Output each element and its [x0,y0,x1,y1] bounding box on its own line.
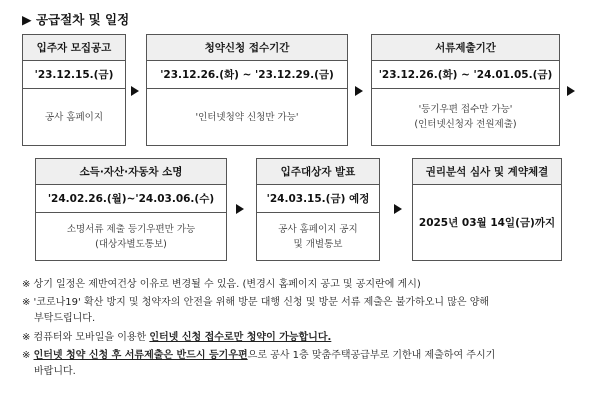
step-header: 서류제출기간 [372,35,559,61]
step-desc-line: '등기우편 접수만 가능' [418,104,513,115]
step-announcement [22,34,126,146]
note-covid [22,295,587,327]
step-desc [147,89,347,145]
arrow-right-icon [131,86,139,96]
arrow-right-icon [355,86,363,96]
note-text: 으로 공사 1층 맞춤주택공급부로 기한내 제출하여 주시기 [247,350,496,361]
step-desc-line: 공사 홈페이지 [44,111,104,123]
step-date: '23.12.26.(화) ~ '23.12.29.(금) [147,61,347,89]
step-date: '24.03.15.(금) 예정 [257,185,379,213]
step-desc [36,213,226,260]
step-header: 소득·자산·자동차 소명 [36,159,226,185]
arrow-right-icon [567,86,575,96]
note-line: ※ '코로나19' 확산 방지 및 청약자의 안전을 위해 방문 대행 신청 및 방문 서류 제출은 불가하오니 많은 양해 [22,297,490,308]
step-documents [371,34,560,146]
step-application [146,34,348,146]
arrow-right-icon [394,204,402,214]
section-title: ▶ 공급절차 및 일정 [22,12,130,27]
step-desc-line: '인터넷청약 신청만 가능' [195,111,299,123]
step-result [256,158,380,261]
step-desc [372,89,559,145]
step-date: '23.12.15.(금) [23,61,125,89]
step-contract [412,158,562,261]
step-desc-line: 및 개별통보 [293,238,343,250]
step-desc-line: 공사 홈페이지 공지 [278,223,358,235]
arrow-right-icon [236,204,244,214]
note-text: ※ [22,350,34,361]
note-online-only [22,330,587,346]
note-schedule-change: ※ 상기 일정은 제반여건상 이유로 변경될 수 있음. (변경시 홈페이지 공고 및 공지란에 게시) [22,279,421,290]
step-header: 입주대상자 발표 [257,159,379,185]
step-deadline: 2025년 03월 14일(금)까지 [418,217,556,229]
step-verification [35,158,227,261]
note-emphasis: 인터넷 청약 신청 후 서류제출은 반드시 등기우편 [33,350,248,361]
step-desc [23,89,125,145]
note-text: ※ 컴퓨터와 모바일을 이용한 [22,332,150,343]
step-desc [257,213,379,260]
note-emphasis: 인터넷 신청 접수로만 청약이 가능합니다. [149,332,332,343]
step-date: '23.12.26.(화) ~ '24.01.05.(금) [372,61,559,89]
step-desc-line: 소명서류 제출 등기우편만 가능 [66,223,196,235]
step-desc-line: (대상자별도통보) [95,238,167,250]
step-desc-line: (인터넷신청자 전원제출) [414,119,517,130]
step-header: 입주자 모집공고 [23,35,125,61]
note-line: 바랍니다. [34,366,76,377]
step-date: '24.02.26.(월)~'24.03.06.(수) [36,185,226,213]
step-header: 권리분석 심사 및 계약체결 [413,159,561,185]
note-registered-mail [22,348,587,380]
step-header: 청약신청 접수기간 [147,35,347,61]
note-line: 부탁드립니다. [34,313,96,324]
